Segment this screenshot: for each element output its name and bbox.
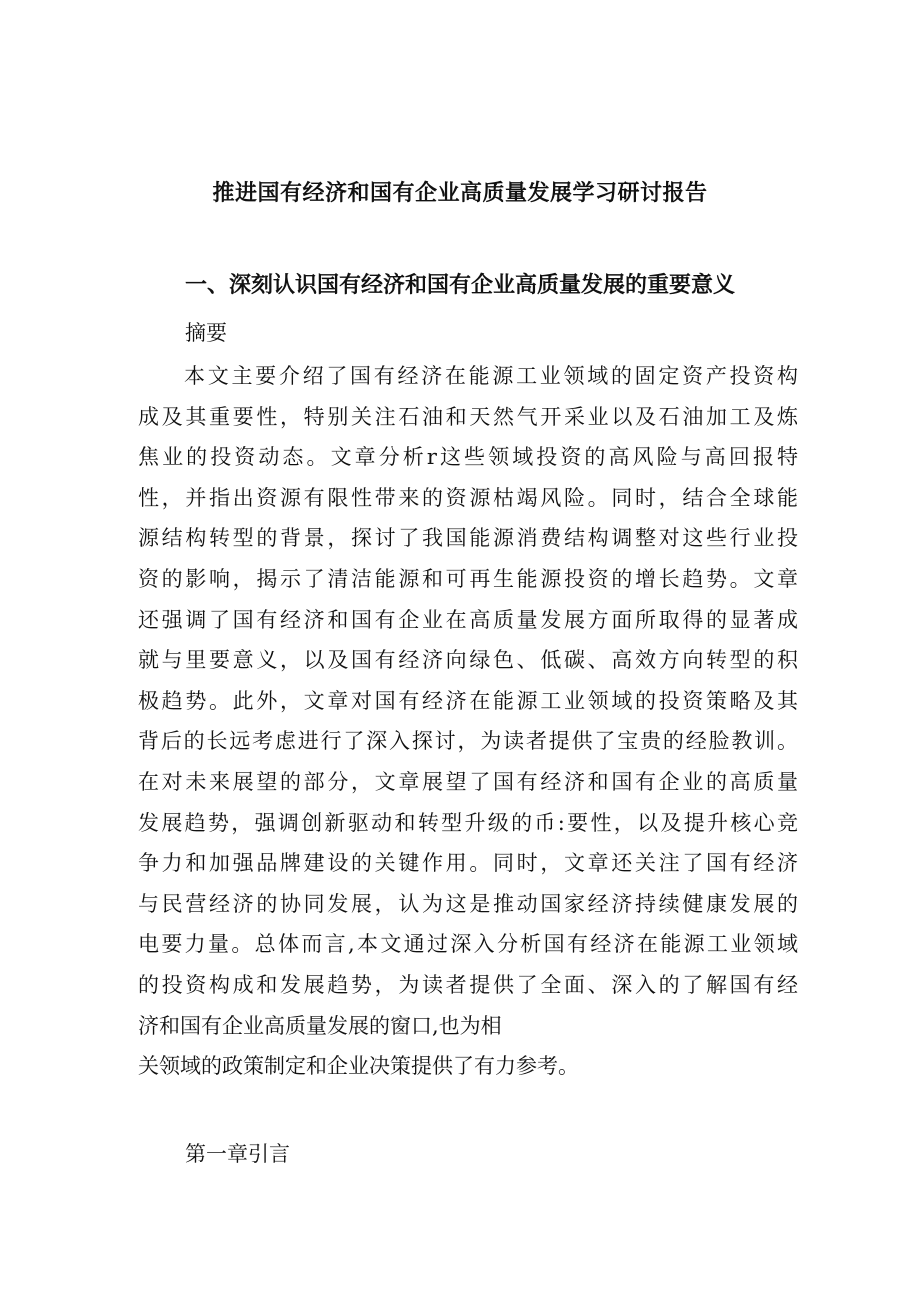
paragraph-line: 焦业的投资动态。文章分析r这些领域投资的高风险与高回报特 <box>138 445 798 470</box>
abstract-label: 摘要 <box>185 321 227 345</box>
paragraph-line: 极趋势。此外，文章对国有经济在能源工业领域的投资策略及其 <box>138 688 798 713</box>
paragraph-line: 源结构转型的背景，探讨了我国能源消费结构调整对这些行业投 <box>138 526 798 551</box>
abstract-paragraph <box>138 356 798 1087</box>
paragraph-line: 性，并指出资源有限性带来的资源枯竭风险。同时，结合全球能 <box>138 485 798 510</box>
section-heading: 一、深刻认识国有经济和国有企业高质量发展的重要意义 <box>185 273 736 298</box>
paragraph-line: 本文主要介绍了国有经济在能源工业领域的固定资产投资构 <box>184 364 798 388</box>
chapter-heading: 第一章引言 <box>185 1142 290 1166</box>
document-title: 推进国有经济和国有企业高质量发展学习研讨报告 <box>212 181 708 206</box>
paragraph-line: 资的影响，揭示了清洁能源和可再生能源投资的增长趋势。文章 <box>138 566 798 591</box>
paragraph-line: 济和国有企业高质量发展的窗口,也为相 <box>138 1013 502 1038</box>
paragraph-line: 争力和加强品牌建设的关键作用。同时，文章还关注了国有经济 <box>138 851 798 876</box>
paragraph-line: 还强调了国有经济和国有企业在高质量发展方面所取得的显著成 <box>138 607 798 632</box>
paragraph-line: 电要力量。总体而言,本文通过深入分析国有经济在能源工业领域 <box>138 932 798 957</box>
paragraph-line: 与民营经济的协同发展，认为这是推动国家经济持续健康发展的 <box>138 891 798 916</box>
paragraph-line: 在对未来展望的部分，文章展望了国有经济和国有企业的高质量 <box>138 769 798 794</box>
paragraph-line: 就与里要意义，以及国有经济向绿色、低碳、高效方向转型的积 <box>138 648 798 673</box>
paragraph-line: 关领域的政策制定和企业决策提供了有力参考。 <box>138 1054 579 1079</box>
paragraph-line: 成及其重要性，特别关注石油和天然气开采业以及石油加工及炼 <box>138 404 798 429</box>
paragraph-line: 背后的长远考虑进行了深入探讨，为读者提供了宝贵的经脸教训。 <box>138 729 798 754</box>
paragraph-line: 发展趋势，强调创新驱动和转型升级的币:要性，以及提升核心竞 <box>138 810 798 835</box>
paragraph-line: 的投资构成和发展趋势，为读者提供了全面、深入的了解国有经 <box>138 972 798 997</box>
